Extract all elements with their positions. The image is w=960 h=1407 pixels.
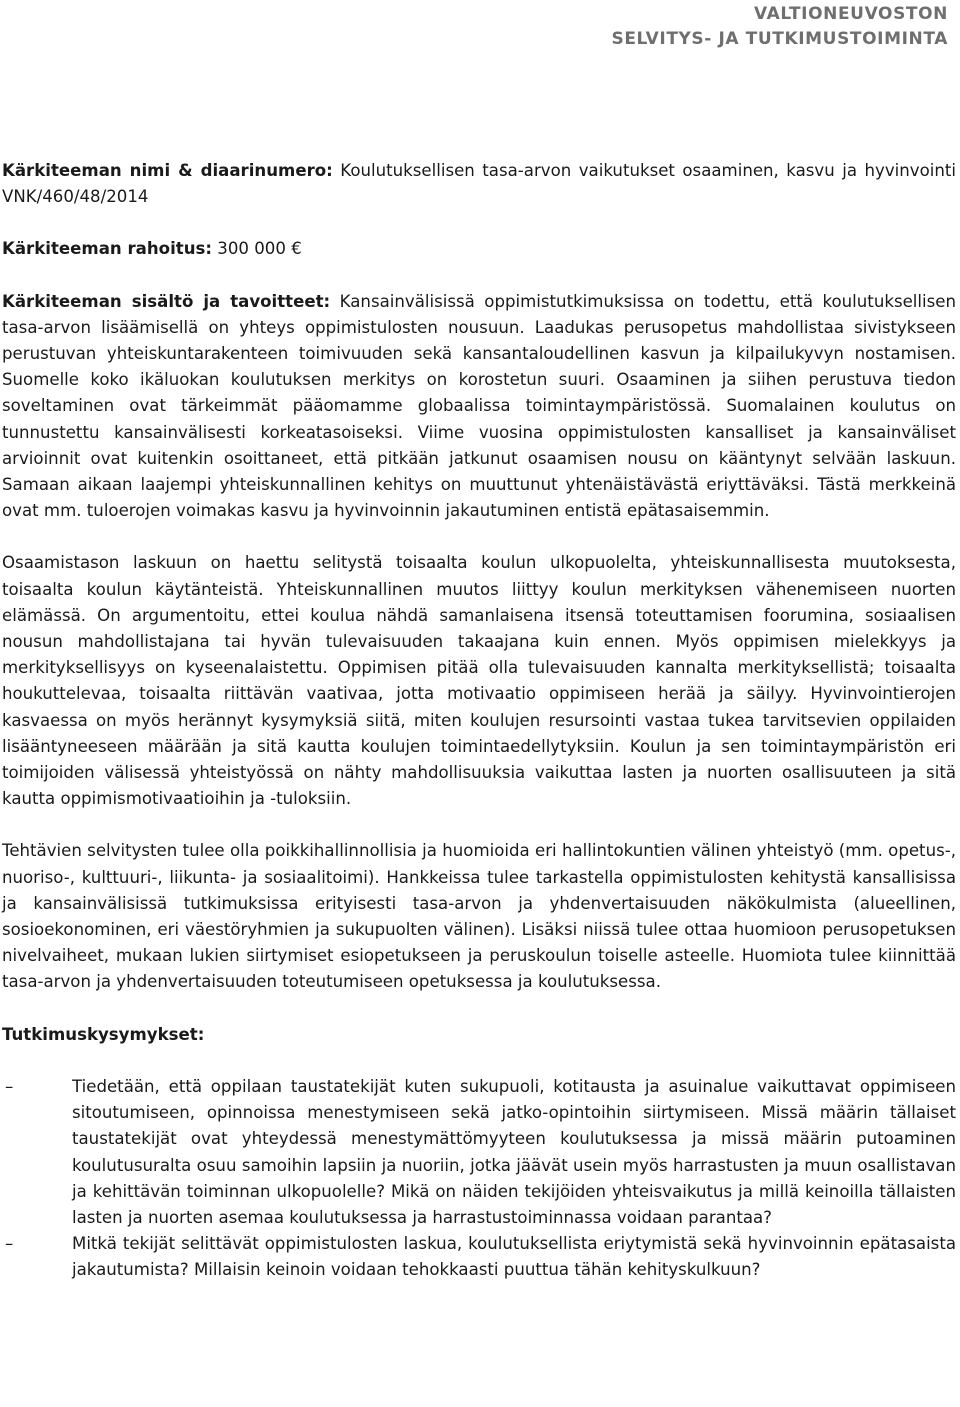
body-paragraph-2: Osaamistason laskuun on haettu selitystä toisaalta koulun ulkopuolelta, yhteiskunnallisesta muutoksesta, toisaalta koulun käytänteistä. Yhteiskunnallinen muutos liittyy koulun merkityksen vähenemiseen nuorten elämässä. On argumentoitu, ettei koulua nähdä samanlaisena itsensä toteuttamisen foorumina, sosiaalisen nousun mahdollistajana tai hyvän tulevaisuuden takaajana kuin ennen. Myös oppimisen mielekkyys ja merkityksellisyys on kyseenalaistettu. Oppimisen pitää olla tulevaisuuden kannalta merkityksellistä; toisaalta houkuttelevaa, toisaalta riittävän vaativaa, jotta motivaatio oppimiseen herää ja säilyy. Hyvinvointierojen kasvaessa on myös herännyt kysymyksiä siitä, miten koulujen resursointi vastaa tukea tarvitsevien oppilaiden lisääntyneeseen määrään ja sitä kautta koulujen toimintaedellytyksiin. Koulun ja sen toimintaympäristön eri toimijoiden välisessä yhteistyössä on nähty mahdollisuuksia vaikuttaa lasten ja nuorten osallisuuteen ja sitä kautta oppimismotivaatioihin ja -tuloksiin. xyxy=(2,553,956,809)
dash-bullet: – xyxy=(5,1076,14,1096)
list-item xyxy=(2,1074,956,1231)
research-questions-heading: Tutkimuskysymykset: xyxy=(2,1024,205,1044)
theme-funding-value: 300 000 € xyxy=(212,239,302,259)
logo-line-1: VALTIONEUVOSTON xyxy=(753,4,948,24)
theme-content-label: Kärkiteeman sisältö ja tavoitteet: xyxy=(2,291,331,311)
list-item xyxy=(2,1231,956,1283)
theme-content-paragraph xyxy=(2,289,956,525)
theme-content-value: Kansainvälisissä oppimistutkimuksissa on todettu, että koulutuksellisen tasa-arvon lisäämisellä on yhteys oppimistulosten nousuun. Laadukas perusopetus mahdollistaa sivistykseen perustuvan yhteiskuntarakenteen toimivuuden sekä kansantaloudellinen kasvun ja kilpailukyvyn nostamisen. Suomelle koko ikäluokan koulutuksen merkitys on korostetun suuri. Osaaminen ja siihen perustuva tiedon soveltaminen ovat tärkeimmät pääomamme globaalissa toimintaympäristössä. Suomalainen koulutus on tunnustettu kansainvälisesti korkeatasoiseksi. Viime vuosina oppimistulosten kansalliset ja kansainväliset arvioinnit ovat kuitenkin osoittaneet, että pitkään jatkunut osaamisen nousu on kääntynyt selvään laskuun. Samaan aikaan laajempi yhteiskunnallinen kehitys on muuttunut yhtenäistävästä eriyttäväksi. Tästä merkkeinä ovat mm. tuloerojen voimakas kasvu ja hyvinvoinnin jakautuminen entistä epätasaisemmin. xyxy=(2,291,956,521)
theme-funding-paragraph xyxy=(2,236,956,262)
research-questions-list xyxy=(2,1074,956,1284)
theme-funding-label: Kärkiteeman rahoitus: xyxy=(2,239,213,259)
body-paragraph-3: Tehtävien selvitysten tulee olla poikkihallinnollisia ja huomioida eri hallintokuntien välinen yhteistyö (mm. opetus-, nuoriso-, kulttuuri-, liikunta- ja sosiaalitoimi). Hankkeissa tulee tarkastella oppimistulosten kehitystä kansallisissa ja kansainvälisissä tutkimuksissa erityisesti tasa-arvon ja yhdenvertaisuuden näkökulmista (alueellinen, sosioekonominen, eri väestöryhmien ja sukupuolten välinen). Lisäksi niissä tulee ottaa huomioon perusopetuksen nivelvaiheet, mukaan lukien siirtymiset esiopetukseen ja peruskoulun toiselle asteelle. Huomiota tulee kiinnittää tasa-arvon ja yhdenvertaisuuden toteutumiseen opetuksessa ja koulutuksessa. xyxy=(2,841,956,992)
question-text: Mitkä tekijät selittävät oppimistulosten laskua, koulutuksellista eriytymistä sekä hyvinvoinnin epätasaista jakautumista? Millaisin keinoin voidaan tehokkaasti puuttua tähän kehityskulkuun? xyxy=(72,1234,956,1280)
document-body xyxy=(2,158,956,1284)
theme-name-label: Kärkiteeman nimi & diaarinumero: xyxy=(2,161,333,180)
theme-name-paragraph xyxy=(2,158,956,210)
organization-logo xyxy=(612,2,949,52)
dash-bullet: – xyxy=(5,1234,14,1254)
logo-line-2: SELVITYS- JA TUTKIMUSTOIMINTA xyxy=(611,29,948,49)
theme-name-value: Koulutuksellisen tasa-arvon vaikutukset osaaminen, kasvu ja hyvinvointi VNK/460/48/2014 xyxy=(2,161,956,207)
question-text: Tiedetään, että oppilaan taustatekijät kuten sukupuoli, kotitausta ja asuinalue vaikuttavat oppimiseen sitoutumiseen, opinnoissa menestymiseen sekä jatko-opintoihin siirtymiseen. Missä määrin tällaiset taustatekijät ovat yhteydessä menestymättömyyteen koulutuksessa ja missä määrin putoaminen koulutusuralta osuu samoihin lapsiin ja nuoriin, jotka jäävät usein myös harrastusten ja muun osallistavan ja kehittävän toiminnan ulkopuolelle? Mikä on näiden tekijöiden yhteisvaikutus ja millä keinoilla tällaisten lasten ja nuorten asemaa koulutuksessa ja harrastustoiminnassa voidaan parantaa? xyxy=(72,1076,956,1227)
